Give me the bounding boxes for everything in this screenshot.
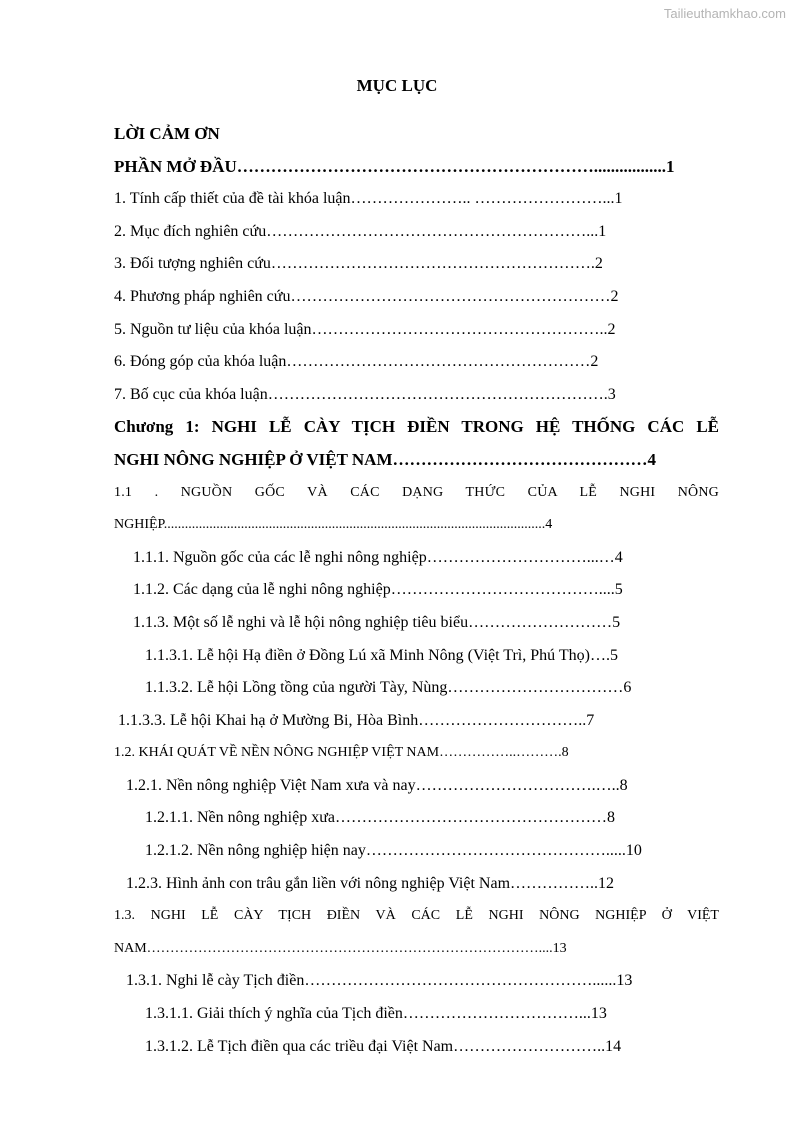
toc-entry-section-1-2: 1.2. KHÁI QUÁT VỀ NỀN NÔNG NGHIỆP VIỆT NAM……………..……….8: [114, 745, 569, 761]
toc-entry: 1.1.3.3. Lễ hội Khai hạ ở Mường Bi, Hòa Bình…………………………..7: [118, 711, 595, 729]
toc-entry: 1.2.1.1. Nền nông nghiệp xưa……………………………………………8: [145, 809, 615, 827]
toc-entry-phan-mo-dau: PHẦN MỞ ĐẦU……………………………………………………….................1: [114, 156, 675, 176]
toc-entry: 7. Bố cục của khóa luận……………………………………………………….3: [114, 385, 616, 403]
page-title: MỤC LỤC: [356, 76, 438, 95]
toc-entry: 2. Mục đích nghiên cứu……………………………………………………...1: [114, 222, 607, 240]
toc-entry: 6. Đóng góp của khóa luận…………………………………………………2: [114, 353, 599, 371]
watermark: Tailieuthamkhao.com: [663, 6, 786, 21]
toc-entry: 1.2.3. Hình ảnh con trâu gắn liền với nông nghiệp Việt Nam……………..12: [126, 874, 615, 892]
toc-entry-chapter-1-line-2: NGHI NÔNG NGHIỆP Ở VIỆT NAM………………………………………4: [114, 449, 656, 469]
toc-entry: 1.3.1. Nghi lễ cày Tịch điền………………………………………………......13: [126, 972, 633, 990]
toc-entry: 1.1.3.1. Lễ hội Hạ điền ở Đồng Lú xã Minh Nông (Việt Trì, Phú Thọ)….5: [145, 646, 618, 664]
toc-entry: 1.3.1.2. Lễ Tịch điền qua các triều đại Việt Nam………………………..14: [145, 1037, 622, 1055]
toc-entry-chapter-1-line-1: Chương 1: NGHI LỄ CÀY TỊCH ĐIỀN TRONG HỆ THỐNG CÁC LỄ: [114, 417, 719, 437]
toc-entry: 4. Phương pháp nghiên cứu……………………………………………………2: [114, 287, 619, 305]
toc-entry-section-1-1-line-2: NGHIỆP.............................................................................................................4: [114, 517, 553, 533]
toc-entry: 1.1.3. Một số lễ nghi và lễ hội nông nghiệp tiêu biểu………………………5: [133, 613, 621, 631]
toc-entry: 1.2.1. Nền nông nghiệp Việt Nam xưa và nay…………………………….…..8: [126, 776, 628, 794]
toc-entry: 1.2.1.2. Nền nông nghiệp hiện nay……………………………………….....10: [145, 842, 642, 860]
toc-entry-section-1-3-line-2: NAM…………………………………………………………………………....13: [114, 940, 567, 956]
toc-entry: 3. Đối tượng nghiên cứu…………………………………………………….2: [114, 255, 603, 273]
toc-entry: 1.3.1.1. Giải thích ý nghĩa của Tịch điền……………………………...13: [145, 1005, 607, 1023]
toc-entry: 1.1.3.2. Lễ hội Lồng tồng của người Tày, Nùng……………………………6: [145, 679, 632, 697]
toc-entry: 5. Nguồn tư liệu của khóa luận………………………………………………..2: [114, 320, 616, 338]
toc-entry-section-1-3-line-1: 1.3. NGHI LỄ CÀY TỊCH ĐIỀN VÀ CÁC LỄ NGHI NÔNG NGHIỆP Ở VIỆT: [114, 908, 719, 924]
toc-entry: 1.1.2. Các dạng của lễ nghi nông nghiệp…………………………………....5: [133, 581, 623, 599]
toc-entry: 1. Tính cấp thiết của đề tài khóa luận………………….. ……………………...1: [114, 190, 623, 208]
toc-entry-loi-cam-on: LỜI CẢM ƠN: [114, 124, 220, 143]
table-of-contents: [114, 118, 719, 1063]
toc-entry: 1.1.1. Nguồn gốc của các lễ nghi nông nghiệp…………………………...…4: [133, 548, 623, 566]
toc-entry-section-1-1-line-1: 1.1 . NGUỒN GỐC VÀ CÁC DẠNG THỨC CỦA LỄ NGHI NÔNG: [114, 484, 719, 500]
